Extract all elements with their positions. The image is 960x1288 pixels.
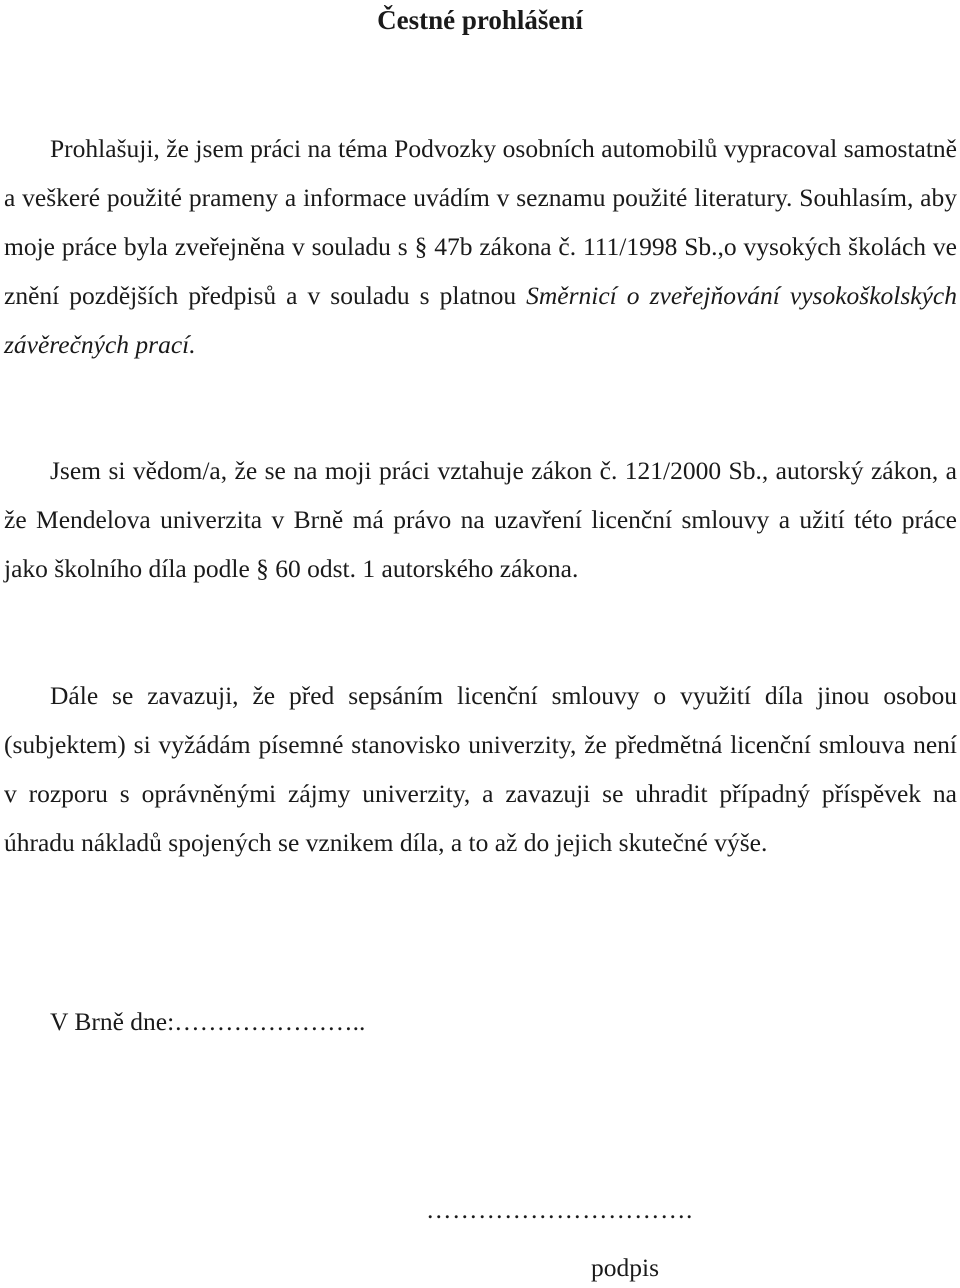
declaration-paragraph-1 xyxy=(4,124,957,369)
paragraph-1-text: Prohlašuji, že jsem práci na téma Podvozky osobních automobilů vypracoval samostatně a veškeré použité prameny a informace uvádím v seznamu použité literatury. Souhlasím, aby moje práce byla zveřejněna v souladu s § 47b zákona č. 111/1998 Sb.,o vysokých školách ve znění pozdějších předpisů a v souladu s platnou xyxy=(4,134,957,310)
document-title: Čestné prohlášení xyxy=(377,5,583,35)
declaration-paragraph-3: Dále se zavazuji, že před sepsáním licenční smlouvy o využití díla jinou osobou (subjektem) si vyžádám písemné stanovisko univerzity, že předmětná licenční smlouva není v rozporu s oprávněnými zájmy univerzity, a zavazuji se uhradit případný příspěvek na úhradu nákladů spojených se vznikem díla, a to až do jejich skutečné výše. xyxy=(4,681,957,857)
declaration-paragraph-2: Jsem si vědom/a, že se na moji práci vztahuje zákon č. 121/2000 Sb., autorský zákon, a že Mendelova univerzita v Brně má právo na uzavření licenční smlouvy a užití této práce jako školního díla podle § 60 odst. 1 autorského zákona. xyxy=(4,456,957,583)
paragraph-1-italic-text: Směrnicí o zveřejňování vysokoškolských závěrečných prací. xyxy=(4,281,957,359)
signature-label: podpis xyxy=(591,1253,660,1282)
signature-line: …………………………. xyxy=(426,1195,693,1224)
place-date-line: V Brně dne:………………….. xyxy=(50,1007,366,1036)
